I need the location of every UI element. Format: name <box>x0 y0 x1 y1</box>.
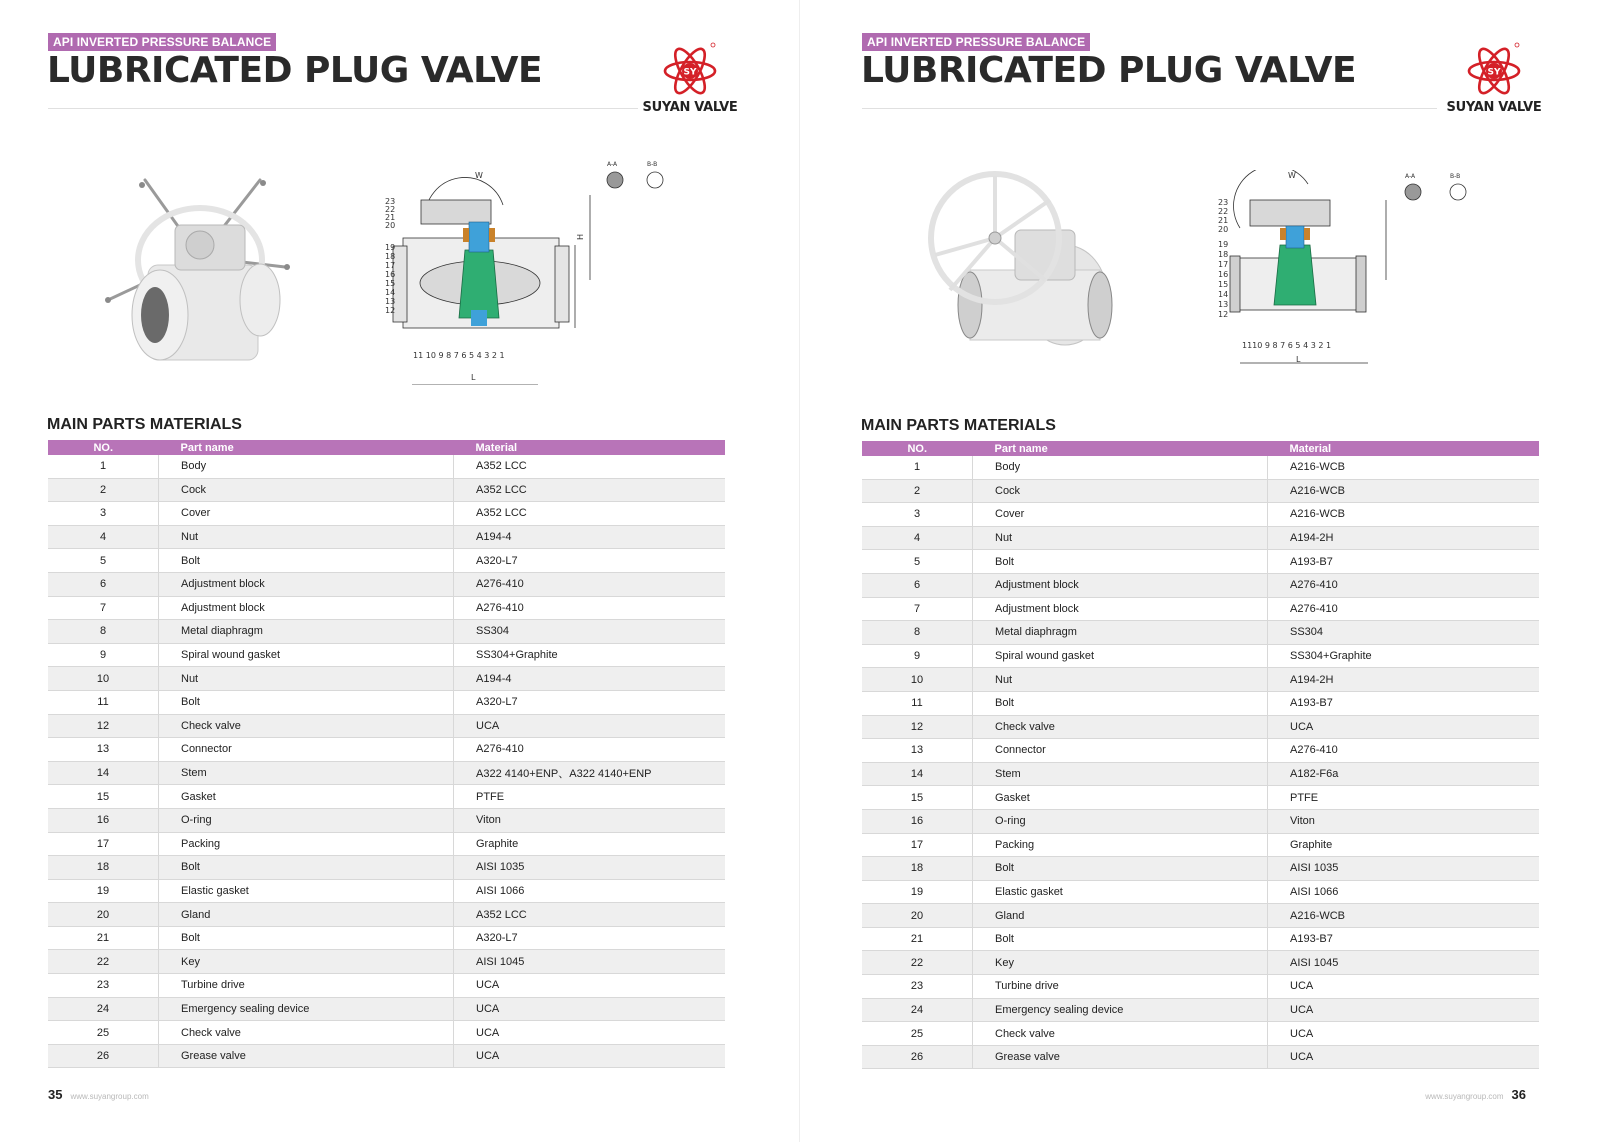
table-row <box>48 572 725 596</box>
table-row <box>862 1045 1539 1069</box>
drawing-label: 22 <box>1218 207 1229 216</box>
table-row <box>862 880 1539 904</box>
section-title: MAIN PARTS MATERIALS <box>47 416 242 433</box>
drawing-label: 17 <box>385 261 396 270</box>
brand-logo <box>640 40 740 115</box>
part-number-cell: 21 <box>862 927 973 951</box>
page-title: LUBRICATED PLUG VALVE <box>861 50 1357 91</box>
part-number-cell: 8 <box>862 621 973 645</box>
part-name-cell: Stem <box>973 762 1268 786</box>
part-name-cell: Cock <box>973 479 1268 503</box>
part-name-cell: Bolt <box>973 857 1268 881</box>
material-cell: SS304 <box>1268 621 1540 645</box>
table-row <box>48 502 725 526</box>
drawing-label: 16 <box>1218 270 1229 279</box>
part-number-cell: 22 <box>48 950 159 974</box>
parts-table-body <box>862 456 1539 1069</box>
part-number-cell: 13 <box>862 739 973 763</box>
drawing-label: 23 <box>1218 198 1229 207</box>
table-row <box>862 739 1539 763</box>
table-row <box>48 974 725 998</box>
atom-logo-icon <box>1465 40 1523 98</box>
material-cell: UCA <box>454 997 726 1021</box>
part-number-cell: 15 <box>48 785 159 809</box>
material-cell: A276-410 <box>1268 573 1540 597</box>
part-number-cell: 24 <box>862 998 973 1022</box>
table-row <box>48 643 725 667</box>
material-cell: A352 LCC <box>454 478 726 502</box>
part-name-cell: Spiral wound gasket <box>159 643 454 667</box>
part-number-cell: 18 <box>862 857 973 881</box>
part-name-cell: Check valve <box>973 715 1268 739</box>
technical-drawing <box>385 160 675 385</box>
material-cell: UCA <box>454 1021 726 1045</box>
part-name-cell: Grease valve <box>159 1044 454 1068</box>
table-row <box>862 668 1539 692</box>
table-row <box>862 550 1539 574</box>
part-number-cell: 2 <box>48 478 159 502</box>
website-url: www.suyangroup.com <box>70 1092 149 1101</box>
material-cell: A216-WCB <box>1268 904 1540 928</box>
material-cell: A194-2H <box>1268 668 1540 692</box>
part-number-cell: 25 <box>862 1022 973 1046</box>
table-row <box>48 596 725 620</box>
material-cell: UCA <box>454 714 726 738</box>
table-row <box>48 926 725 950</box>
logo-wordmark: SUYAN VALVE <box>642 100 738 115</box>
website-url: www.suyangroup.com <box>1425 1092 1504 1101</box>
material-cell: UCA <box>1268 1045 1540 1069</box>
material-cell: A194-4 <box>454 525 726 549</box>
part-name-cell: Connector <box>159 738 454 762</box>
drawing-label: 14 <box>1218 290 1229 299</box>
material-cell: A216-WCB <box>1268 503 1540 527</box>
part-number-cell: 19 <box>862 880 973 904</box>
table-row <box>48 455 725 478</box>
technical-drawing <box>1218 170 1478 370</box>
part-name-cell: Adjustment block <box>159 572 454 596</box>
table-row <box>48 879 725 903</box>
table-row <box>862 691 1539 715</box>
part-name-cell: Spiral wound gasket <box>973 644 1268 668</box>
part-number-cell: 5 <box>48 549 159 573</box>
material-cell: AISI 1045 <box>454 950 726 974</box>
table-row <box>862 1022 1539 1046</box>
part-number-cell: 3 <box>862 503 973 527</box>
column-header-part-name: Part name <box>159 440 454 455</box>
material-cell: PTFE <box>454 785 726 809</box>
part-name-cell: Adjustment block <box>973 573 1268 597</box>
material-cell: UCA <box>454 1044 726 1068</box>
material-cell: A276-410 <box>454 572 726 596</box>
page-footer <box>48 1087 149 1102</box>
table-row <box>862 927 1539 951</box>
part-number-cell: 18 <box>48 856 159 880</box>
part-name-cell: Bolt <box>159 856 454 880</box>
part-number-cell: 13 <box>48 738 159 762</box>
material-cell: A276-410 <box>454 596 726 620</box>
part-name-cell: Grease valve <box>973 1045 1268 1069</box>
part-name-cell: Nut <box>973 526 1268 550</box>
header-rule <box>48 108 638 109</box>
table-row <box>862 526 1539 550</box>
material-cell: Viton <box>1268 809 1540 833</box>
part-number-cell: 6 <box>862 573 973 597</box>
part-number-cell: 9 <box>862 644 973 668</box>
material-cell: A194-2H <box>1268 526 1540 550</box>
part-name-cell: Gland <box>159 903 454 927</box>
part-number-cell: 19 <box>48 879 159 903</box>
material-cell: Graphite <box>454 832 726 856</box>
page-footer <box>1425 1087 1526 1102</box>
material-cell: A194-4 <box>454 667 726 691</box>
page-title: LUBRICATED PLUG VALVE <box>47 50 543 91</box>
part-name-cell: Nut <box>159 667 454 691</box>
table-row <box>48 690 725 714</box>
table-row <box>862 857 1539 881</box>
part-name-cell: Gasket <box>159 785 454 809</box>
part-name-cell: Key <box>159 950 454 974</box>
part-number-cell: 15 <box>862 786 973 810</box>
column-header-material: Material <box>454 440 726 455</box>
material-cell: AISI 1066 <box>1268 880 1540 904</box>
material-cell: A352 LCC <box>454 455 726 478</box>
svg-text:L: L <box>1296 355 1301 364</box>
parts-table-body <box>48 455 725 1068</box>
material-cell: A193-B7 <box>1268 691 1540 715</box>
material-cell: A182-F6a <box>1268 762 1540 786</box>
part-number-cell: 11 <box>862 691 973 715</box>
table-row <box>862 479 1539 503</box>
material-cell: AISI 1045 <box>1268 951 1540 975</box>
part-name-cell: Bolt <box>159 926 454 950</box>
table-row <box>48 950 725 974</box>
part-number-cell: 7 <box>862 597 973 621</box>
part-name-cell: Packing <box>973 833 1268 857</box>
table-row <box>862 644 1539 668</box>
part-name-cell: Nut <box>159 525 454 549</box>
material-cell: A216-WCB <box>1268 456 1540 479</box>
part-number-cell: 17 <box>48 832 159 856</box>
table-row <box>862 597 1539 621</box>
table-row <box>48 549 725 573</box>
svg-text:A-A: A-A <box>1405 173 1416 180</box>
drawing-label: 13 <box>385 297 396 306</box>
part-name-cell: Gland <box>973 904 1268 928</box>
material-cell: A320-L7 <box>454 549 726 573</box>
table-row <box>48 856 725 880</box>
part-name-cell: Key <box>973 951 1268 975</box>
table-row <box>862 573 1539 597</box>
drawing-label: 15 <box>1218 280 1229 289</box>
page-number: 35 <box>48 1087 63 1102</box>
part-name-cell: Connector <box>973 739 1268 763</box>
svg-text:H: H <box>576 233 585 240</box>
part-name-cell: Turbine drive <box>159 974 454 998</box>
part-name-cell: O-ring <box>159 808 454 832</box>
part-name-cell: Bolt <box>973 927 1268 951</box>
table-row <box>48 1021 725 1045</box>
drawing-label: 23 <box>385 197 396 206</box>
drawing-label: 20 <box>385 221 396 230</box>
part-name-cell: Metal diaphragm <box>973 621 1268 645</box>
part-number-cell: 21 <box>48 926 159 950</box>
drawing-label: 22 <box>385 205 396 214</box>
drawing-label: 13 <box>1218 300 1229 309</box>
table-row <box>48 714 725 738</box>
column-header-no: NO. <box>862 441 973 456</box>
logo-wordmark: SUYAN VALVE <box>1446 100 1542 115</box>
table-row <box>862 786 1539 810</box>
svg-text:B-B: B-B <box>1450 173 1461 180</box>
material-cell: A322 4140+ENP、A322 4140+ENP <box>454 761 726 785</box>
svg-text:A-A: A-A <box>607 161 618 168</box>
drawing-label: 21 <box>385 213 396 222</box>
material-cell: UCA <box>1268 998 1540 1022</box>
part-number-cell: 9 <box>48 643 159 667</box>
material-cell: A216-WCB <box>1268 479 1540 503</box>
material-cell: A352 LCC <box>454 903 726 927</box>
part-name-cell: Check valve <box>159 1021 454 1045</box>
material-cell: Viton <box>454 808 726 832</box>
part-name-cell: Check valve <box>159 714 454 738</box>
table-row <box>862 715 1539 739</box>
table-row <box>48 478 725 502</box>
drawing-label: 18 <box>385 252 396 261</box>
table-row <box>862 809 1539 833</box>
part-name-cell: Cock <box>159 478 454 502</box>
part-name-cell: Turbine drive <box>973 975 1268 999</box>
parts-table <box>862 441 1539 1069</box>
part-number-cell: 10 <box>862 668 973 692</box>
table-row <box>862 503 1539 527</box>
part-name-cell: Bolt <box>973 550 1268 574</box>
table-row <box>48 738 725 762</box>
table-row <box>862 762 1539 786</box>
header-rule <box>862 108 1437 109</box>
table-row <box>48 525 725 549</box>
part-number-cell: 12 <box>862 715 973 739</box>
part-name-cell: Cover <box>159 502 454 526</box>
table-row <box>48 667 725 691</box>
brand-logo <box>1444 40 1544 115</box>
atom-logo-icon <box>661 40 719 98</box>
part-number-cell: 23 <box>48 974 159 998</box>
drawing-label: 12 <box>1218 310 1229 319</box>
part-number-cell: 20 <box>48 903 159 927</box>
part-name-cell: O-ring <box>973 809 1268 833</box>
part-name-cell: Stem <box>159 761 454 785</box>
table-row <box>862 951 1539 975</box>
part-name-cell: Metal diaphragm <box>159 620 454 644</box>
part-name-cell: Gasket <box>973 786 1268 810</box>
part-name-cell: Elastic gasket <box>159 879 454 903</box>
material-cell: A193-B7 <box>1268 927 1540 951</box>
drawing-label: 19 <box>385 243 396 252</box>
svg-text:11 10 9 8 7 6 5 4 3 2 1: 11 10 9 8 7 6 5 4 3 2 1 <box>413 351 505 360</box>
part-number-cell: 6 <box>48 572 159 596</box>
part-name-cell: Body <box>973 456 1268 479</box>
drawing-label: 20 <box>1218 225 1229 234</box>
page-number: 36 <box>1511 1087 1526 1102</box>
table-row <box>48 997 725 1021</box>
part-number-cell: 1 <box>862 456 973 479</box>
table-row <box>48 808 725 832</box>
material-cell: PTFE <box>1268 786 1540 810</box>
material-cell: UCA <box>1268 715 1540 739</box>
svg-text:W: W <box>475 171 483 180</box>
part-name-cell: Adjustment block <box>973 597 1268 621</box>
part-number-cell: 10 <box>48 667 159 691</box>
part-number-cell: 23 <box>862 975 973 999</box>
drawing-label: 14 <box>385 288 396 297</box>
material-cell: A276-410 <box>454 738 726 762</box>
table-header-row <box>862 441 1539 456</box>
drawing-label: 19 <box>1218 240 1229 249</box>
part-number-cell: 12 <box>48 714 159 738</box>
part-name-cell: Packing <box>159 832 454 856</box>
part-name-cell: Bolt <box>159 690 454 714</box>
part-number-cell: 4 <box>862 526 973 550</box>
material-cell: A276-410 <box>1268 739 1540 763</box>
material-cell: AISI 1035 <box>454 856 726 880</box>
column-header-material: Material <box>1268 441 1540 456</box>
part-name-cell: Bolt <box>159 549 454 573</box>
material-cell: A320-L7 <box>454 926 726 950</box>
category-tag: API INVERTED PRESSURE BALANCE <box>862 33 1090 51</box>
table-row <box>862 456 1539 479</box>
table-row <box>48 1044 725 1068</box>
part-number-cell: 26 <box>48 1044 159 1068</box>
table-row <box>48 832 725 856</box>
material-cell: A193-B7 <box>1268 550 1540 574</box>
drawing-label: 16 <box>385 270 396 279</box>
part-name-cell: Check valve <box>973 1022 1268 1046</box>
material-cell: SS304+Graphite <box>454 643 726 667</box>
material-cell: AISI 1035 <box>1268 857 1540 881</box>
parts-table <box>48 440 725 1068</box>
material-cell: UCA <box>1268 975 1540 999</box>
section-title: MAIN PARTS MATERIALS <box>861 417 1056 434</box>
part-number-cell: 17 <box>862 833 973 857</box>
part-number-cell: 8 <box>48 620 159 644</box>
svg-text:SY: SY <box>683 67 697 78</box>
material-cell: UCA <box>1268 1022 1540 1046</box>
material-cell: A352 LCC <box>454 502 726 526</box>
material-cell: SS304 <box>454 620 726 644</box>
page-right <box>800 0 1600 1142</box>
part-number-cell: 25 <box>48 1021 159 1045</box>
drawing-label: 18 <box>1218 250 1229 259</box>
part-name-cell: Emergency sealing device <box>159 997 454 1021</box>
svg-text:1110 9 8 7 6 5 4 3 2 1: 1110 9 8 7 6 5 4 3 2 1 <box>1242 341 1332 350</box>
table-row <box>48 903 725 927</box>
part-name-cell: Bolt <box>973 691 1268 715</box>
part-number-cell: 16 <box>48 808 159 832</box>
material-cell: UCA <box>454 974 726 998</box>
table-row <box>48 761 725 785</box>
part-name-cell: Adjustment block <box>159 596 454 620</box>
table-row <box>862 998 1539 1022</box>
valve-photo <box>100 165 300 375</box>
table-row <box>862 621 1539 645</box>
part-number-cell: 11 <box>48 690 159 714</box>
column-header-part-name: Part name <box>973 441 1268 456</box>
svg-text:L: L <box>471 373 476 382</box>
svg-text:SY: SY <box>1487 67 1501 78</box>
part-number-cell: 16 <box>862 809 973 833</box>
part-name-cell: Cover <box>973 503 1268 527</box>
part-number-cell: 20 <box>862 904 973 928</box>
column-header-no: NO. <box>48 440 159 455</box>
part-name-cell: Body <box>159 455 454 478</box>
material-cell: A276-410 <box>1268 597 1540 621</box>
material-cell: A320-L7 <box>454 690 726 714</box>
part-name-cell: Elastic gasket <box>973 880 1268 904</box>
part-number-cell: 4 <box>48 525 159 549</box>
part-number-cell: 2 <box>862 479 973 503</box>
table-row <box>862 975 1539 999</box>
material-cell: AISI 1066 <box>454 879 726 903</box>
drawing-label: 15 <box>385 279 396 288</box>
table-row <box>48 620 725 644</box>
material-cell: Graphite <box>1268 833 1540 857</box>
part-number-cell: 14 <box>48 761 159 785</box>
material-cell: SS304+Graphite <box>1268 644 1540 668</box>
part-name-cell: Nut <box>973 668 1268 692</box>
svg-text:W: W <box>1288 171 1296 180</box>
drawing-label: 12 <box>385 306 396 315</box>
drawing-label: 17 <box>1218 260 1229 269</box>
valve-photo <box>925 170 1125 370</box>
table-header-row <box>48 440 725 455</box>
category-tag: API INVERTED PRESSURE BALANCE <box>48 33 276 51</box>
svg-text:B-B: B-B <box>647 161 658 168</box>
part-number-cell: 3 <box>48 502 159 526</box>
table-row <box>862 833 1539 857</box>
part-number-cell: 26 <box>862 1045 973 1069</box>
part-name-cell: Emergency sealing device <box>973 998 1268 1022</box>
part-number-cell: 24 <box>48 997 159 1021</box>
table-row <box>862 904 1539 928</box>
part-number-cell: 1 <box>48 455 159 478</box>
drawing-label: 21 <box>1218 216 1229 225</box>
part-number-cell: 5 <box>862 550 973 574</box>
part-number-cell: 14 <box>862 762 973 786</box>
part-number-cell: 7 <box>48 596 159 620</box>
table-row <box>48 785 725 809</box>
part-number-cell: 22 <box>862 951 973 975</box>
